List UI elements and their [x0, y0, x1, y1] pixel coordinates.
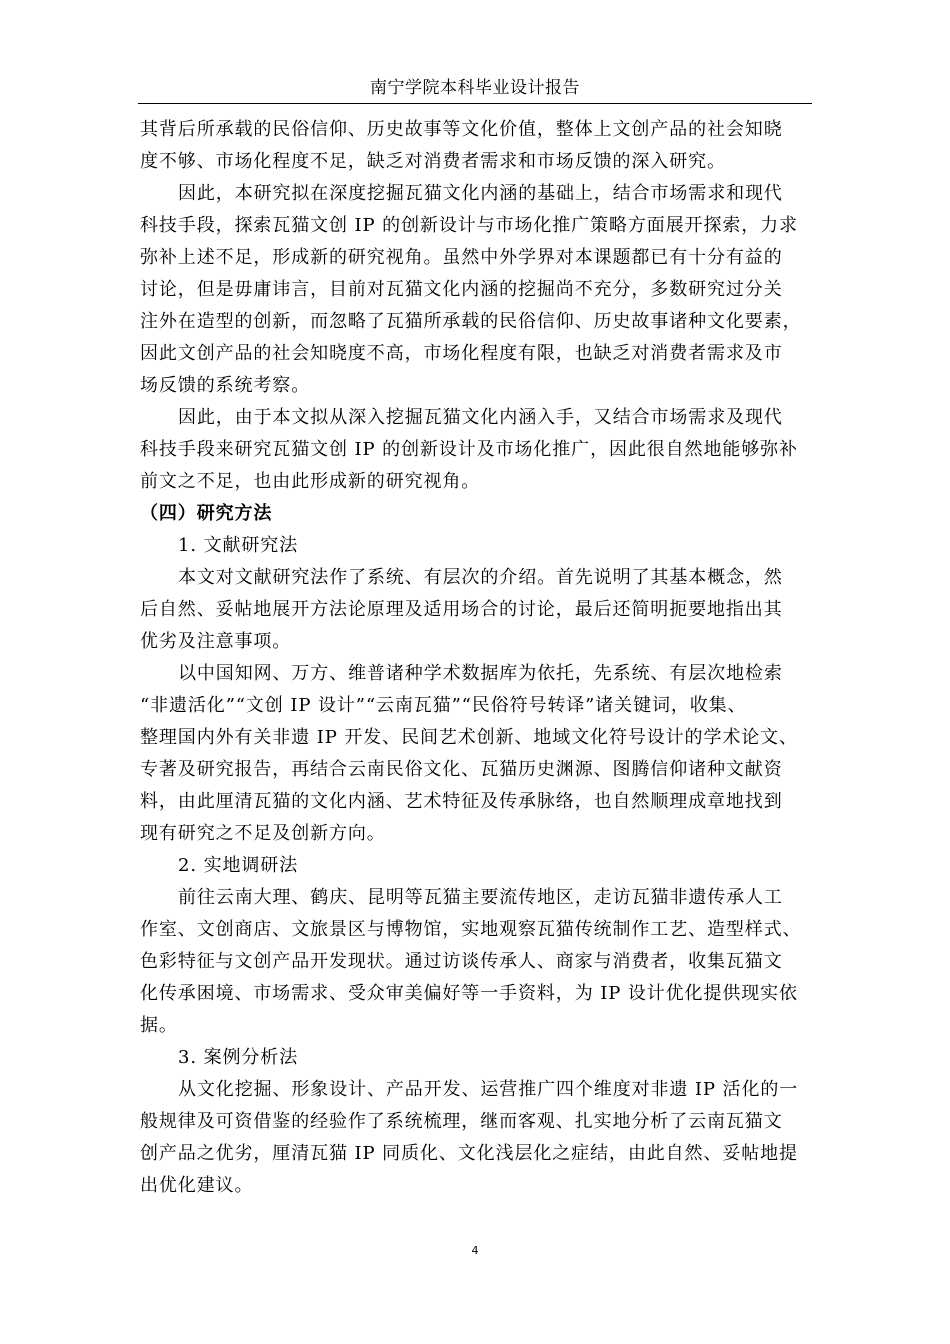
page-number: 4: [471, 1244, 479, 1257]
page-header: 南宁学院本科毕业设计报告: [370, 78, 580, 98]
paragraph-line: 前往云南大理、鹤庆、昆明等瓦猫主要流传地区，走访瓦猫非遗传承人工: [178, 887, 783, 908]
paragraph-line: 据。: [140, 1015, 178, 1036]
paragraph-line: 料，由此厘清瓦猫的文化内涵、艺术特征及传承脉络，也自然顺理成章地找到: [140, 791, 783, 812]
paragraph-line: 本文对文献研究法作了系统、有层次的介绍。首先说明了其基本概念，然: [178, 567, 783, 588]
paragraph-line: 其背后所承载的民俗信仰、历史故事等文化价值，整体上文创产品的社会知晓: [140, 119, 783, 140]
paragraph-line: 度不够、市场化程度不足，缺乏对消费者需求和市场反馈的深入研究。: [140, 151, 726, 172]
paragraph-line: 出优化建议。: [140, 1175, 254, 1196]
paragraph-line: 场反馈的系统考察。: [140, 375, 311, 396]
paragraph-line: 整理国内外有关非遗 IP 开发、民间艺术创新、地域文化符号设计的学术论文、: [140, 727, 798, 748]
paragraph-line: 弥补上述不足，形成新的研究视角。虽然中外学界对本课题都已有十分有益的: [140, 247, 783, 268]
paragraph-line: 科技手段，探索瓦猫文创 IP 的创新设计与市场化推广策略方面展开探索，力求: [140, 215, 798, 236]
subsection-heading: 3. 案例分析法: [178, 1047, 299, 1068]
paragraph-line: 讨论，但是毋庸讳言，目前对瓦猫文化内涵的挖掘尚不充分，多数研究过分关: [140, 279, 783, 300]
paragraph-line: 前文之不足，也由此形成新的研究视角。: [140, 471, 481, 492]
paragraph-line: 化传承困境、市场需求、受众审美偏好等一手资料，为 IP 设计优化提供现实依: [140, 983, 798, 1004]
paragraph-line: 现有研究之不足及创新方向。: [140, 823, 386, 844]
paragraph-line: 后自然、妥帖地展开方法论原理及适用场合的讨论，最后还简明扼要地指出其: [140, 599, 783, 620]
paragraph-line: 作室、文创商店、文旅景区与博物馆，实地观察瓦猫传统制作工艺、造型样式、: [140, 919, 802, 940]
section-heading: （四）研究方法: [140, 503, 273, 524]
paragraph-line: 专著及研究报告，再结合云南民俗文化、瓦猫历史渊源、图腾信仰诸种文献资: [140, 759, 783, 780]
header-divider: [138, 103, 812, 104]
paragraph-line: 注外在造型的创新，而忽略了瓦猫所承载的民俗信仰、历史故事诸种文化要素，: [140, 311, 802, 332]
paragraph-line: 优劣及注意事项。: [140, 631, 292, 652]
subsection-heading: 2. 实地调研法: [178, 855, 299, 876]
paragraph-line: 因此，由于本文拟从深入挖掘瓦猫文化内涵入手，又结合市场需求及现代: [178, 407, 783, 428]
subsection-heading: 1. 文献研究法: [178, 535, 299, 556]
paragraph-line: 科技手段来研究瓦猫文创 IP 的创新设计及市场化推广，因此很自然地能够弥补: [140, 439, 798, 460]
paragraph-line: 色彩特征与文创产品开发现状。通过访谈传承人、商家与消费者，收集瓦猫文: [140, 951, 783, 972]
paragraph-line: 因此文创产品的社会知晓度不高，市场化程度有限，也缺乏对消费者需求及市: [140, 343, 783, 364]
paragraph-line: 以中国知网、万方、维普诸种学术数据库为依托，先系统、有层次地检索: [178, 663, 783, 684]
paragraph-line: 般规律及可资借鉴的经验作了系统梳理，继而客观、扎实地分析了云南瓦猫文: [140, 1111, 783, 1132]
paragraph-line: 创产品之优劣，厘清瓦猫 IP 同质化、文化浅层化之症结，由此自然、妥帖地提: [140, 1143, 798, 1164]
paragraph-line: “非遗活化”“文创 IP 设计”“云南瓦猫”“民俗符号转译”诸关键词，收集、: [140, 695, 747, 716]
paragraph-line: 从文化挖掘、形象设计、产品开发、运营推广四个维度对非遗 IP 活化的一: [178, 1079, 799, 1100]
paragraph-line: 因此，本研究拟在深度挖掘瓦猫文化内涵的基础上，结合市场需求和现代: [178, 183, 783, 204]
